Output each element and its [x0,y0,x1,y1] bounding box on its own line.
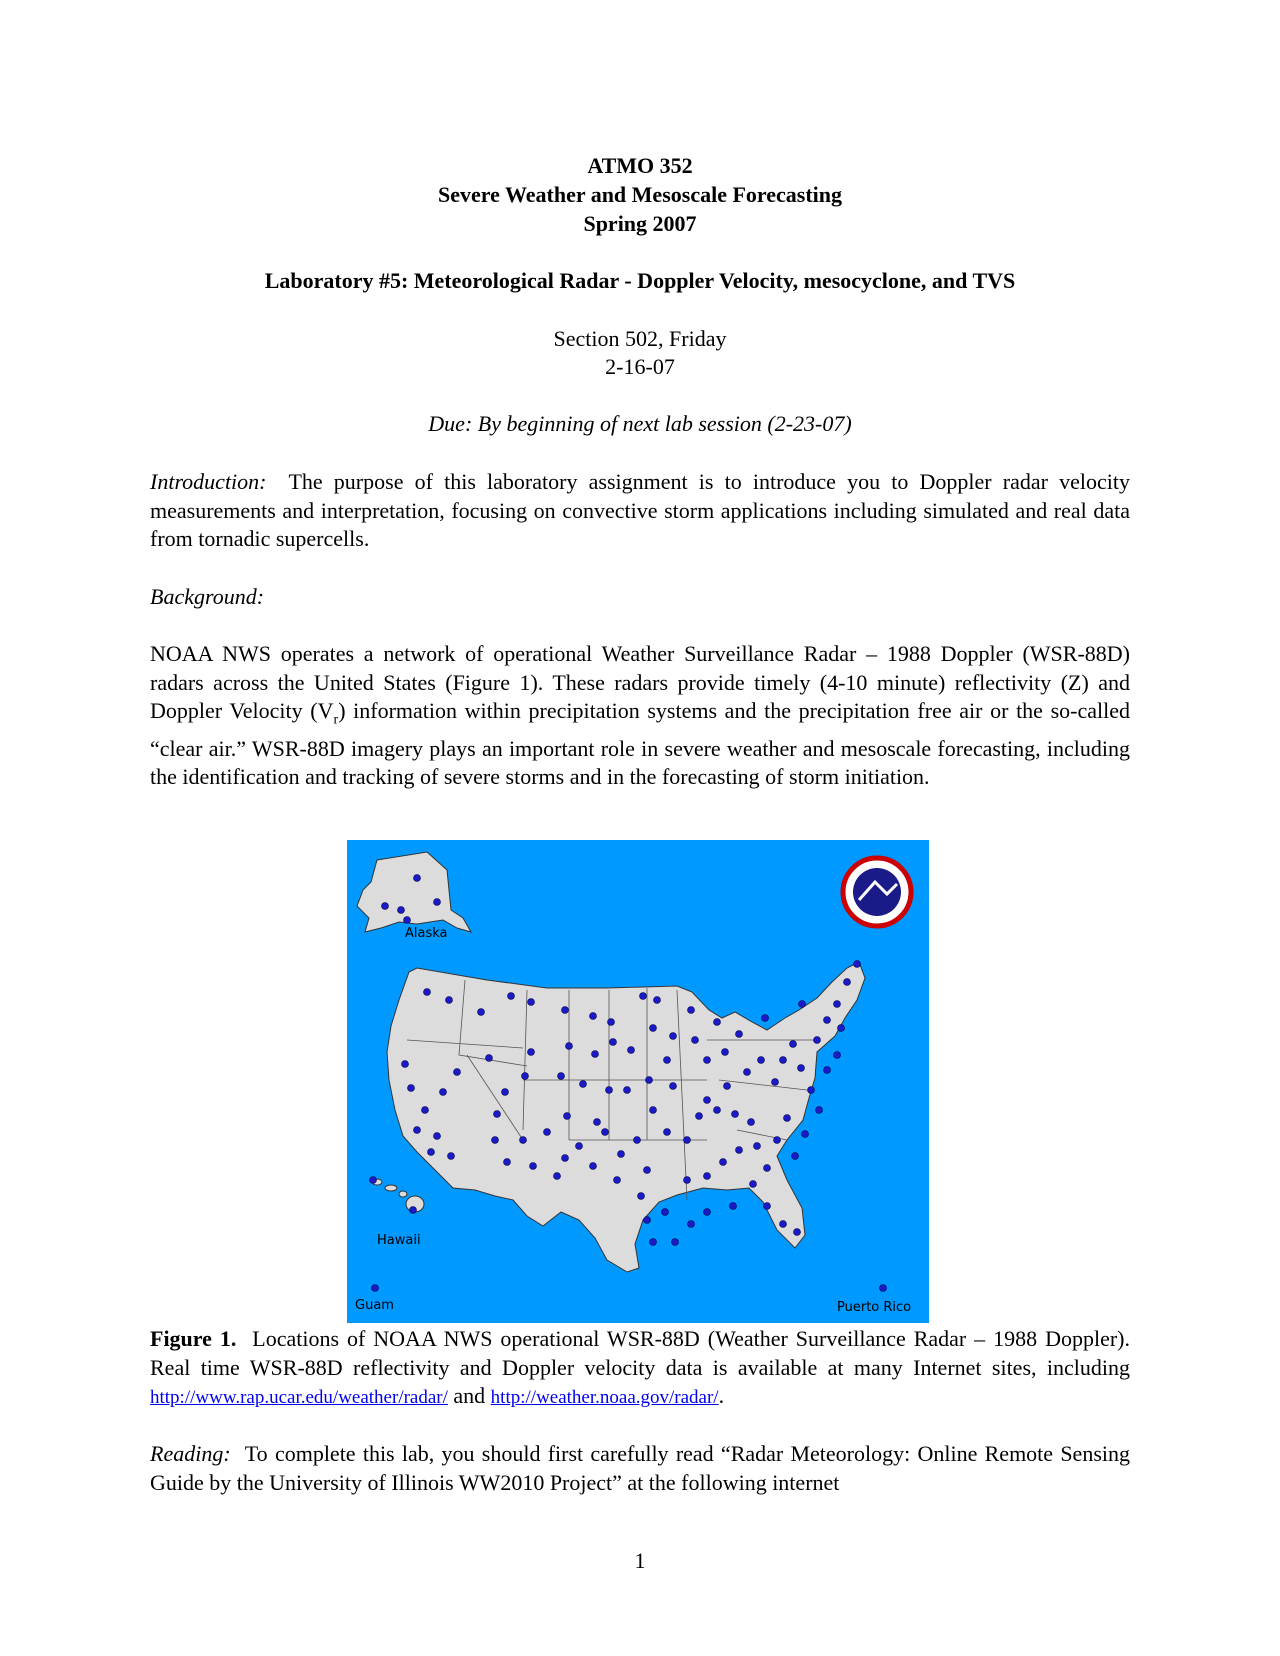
radar-site-dot [564,1113,571,1120]
radar-site-dot [816,1107,823,1114]
radar-site-dot [834,1052,841,1059]
guam-label: Guam [355,1298,394,1313]
radar-site-dot [576,1143,583,1150]
radar-site-dot [492,1137,499,1144]
alaska-shape [357,852,471,932]
radar-site-dot [750,1181,757,1188]
reading-label: Reading: [150,1441,231,1466]
radar-site-dot [528,999,535,1006]
radar-site-dot [646,1077,653,1084]
radar-site-dot [624,1087,631,1094]
radar-site-dot [606,1087,613,1094]
radar-site-dot [528,1049,535,1056]
noaa-radar-link[interactable]: http://weather.noaa.gov/radar/ [490,1387,719,1408]
radar-site-dot [844,979,851,986]
figure-caption-period: . [718,1383,725,1408]
radar-site-dot [404,917,411,924]
radar-site-dot [774,1137,781,1144]
radar-site-dot [688,1007,695,1014]
radar-site-dot [530,1163,537,1170]
introduction-label: Introduction: [150,469,267,494]
radar-site-dot [428,1149,435,1156]
radar-site-dot [424,989,431,996]
radar-site-dot [814,1037,821,1044]
radar-site-dot [696,1113,703,1120]
radar-site-dot [792,1153,799,1160]
reading-text: To complete this lab, you should first carefully read “Radar Meteorology: Online Remote Sensing Guide by the University of Illinois WW2010 Project” at the following internet [150,1441,1130,1495]
background-heading: Background: [150,584,265,609]
radar-site-dot [704,1097,711,1104]
figure-caption [150,1325,1130,1413]
radar-site-dot [692,1037,699,1044]
radar-site-dot [508,993,515,1000]
radar-site-dot [382,903,389,910]
puerto-rico-label: Puerto Rico [837,1300,912,1315]
radar-site-dot [590,1163,597,1170]
radar-site-dot [748,1119,755,1126]
radar-site-dot [670,1033,677,1040]
hawaii-label: Hawaii [377,1233,421,1248]
radar-site-dot [520,1137,527,1144]
radar-site-dot [554,1173,561,1180]
radar-site-dot [794,1229,801,1236]
radar-site-dot [544,1129,551,1136]
alaska-label: Alaska [405,926,448,941]
radar-site-dot [422,1107,429,1114]
radar-site-dot [594,1119,601,1126]
radar-site-dot [370,1177,377,1184]
radar-site-dot [722,1049,729,1056]
radar-site-dot [454,1069,461,1076]
radar-site-dot [650,1239,657,1246]
radar-site-dot [608,1019,615,1026]
radar-site-dot [784,1115,791,1122]
radar-site-dot [562,1007,569,1014]
radar-site-dot [618,1151,625,1158]
radar-site-dot [650,1107,657,1114]
course-title: Severe Weather and Mesoscale Forecasting [437,182,843,207]
radar-site-dot [824,1017,831,1024]
radar-site-dot [486,1055,493,1062]
radar-site-dot [522,1073,529,1080]
radar-site-dot [688,1221,695,1228]
radar-site-dot [478,1009,485,1016]
introduction-paragraph [150,468,1130,554]
radar-site-dot [634,1137,641,1144]
radar-site-dot [644,1167,651,1174]
radar-site-dot [764,1203,771,1210]
radar-site-dot [562,1155,569,1162]
hawaii-islands [372,1179,424,1212]
radar-site-dot [684,1177,691,1184]
radar-site-dot [502,1089,509,1096]
term: Spring 2007 [583,211,697,236]
radar-site-dot [614,1177,621,1184]
radar-site-dot [628,1047,635,1054]
background-paragraph [150,640,1130,792]
us-map-graphic [347,840,929,1323]
radar-site-dot [446,997,453,1004]
radar-site-dot [434,899,441,906]
radar-site-dot [724,1083,731,1090]
radar-site-dot [754,1143,761,1150]
radar-site-dot [640,993,647,1000]
radar-site-dot [730,1203,737,1210]
nws-logo-icon [843,858,911,926]
radar-site-dot [638,1193,645,1200]
radar-site-dot [654,997,661,1004]
figure-caption-and: and [453,1383,486,1408]
radar-site-dot [780,1057,787,1064]
background-text-2: ) information within precipitation systems and the precipitation free air or the so-called “clear air.” WSR-88D imagery plays an important role in severe weather and mesoscale forecasting, including the identification and tracking of severe storms and in the forecasting of storm initiation. [150,698,1130,790]
radar-site-dot [402,1061,409,1068]
radar-site-dot [704,1057,711,1064]
due-date: Due: By beginning of next lab session (2-23-07) [428,411,852,436]
figure-caption-label: Figure 1. [150,1326,237,1351]
rap-ucar-link[interactable]: http://www.rap.ucar.edu/weather/radar/ [150,1387,448,1408]
section-info: Section 502, Friday [553,326,727,351]
radar-site-dot [590,1013,597,1020]
radar-site-dot [672,1239,679,1246]
radar-site-dot [434,1133,441,1140]
radar-site-dot [558,1073,565,1080]
radar-site-dot [410,1207,417,1214]
background-text-1: NOAA NWS operates a network of operational Weather Surveillance Radar – 1988 Doppler (WSR-88D) radars across the United States (Figure 1). These radars provide timely (4-10 minute) reflectivity (Z) and Doppler Velocity (V [150,641,1130,723]
radar-site-dot [504,1159,511,1166]
radar-site-dot [414,1127,421,1134]
radar-site-dot [764,1165,771,1172]
radar-site-dot [854,961,861,968]
radar-site-dot [650,1025,657,1032]
radar-site-dot [802,1131,809,1138]
radar-site-dot [744,1069,751,1076]
radar-site-dot [758,1057,765,1064]
course-number: ATMO 352 [587,153,693,178]
velocity-subscript: r [333,712,339,728]
page-number: 1 [634,1548,646,1573]
radar-site-dot [414,875,421,882]
radar-site-dot [780,1221,787,1228]
radar-site-dot [714,1019,721,1026]
radar-site-dot [440,1089,447,1096]
radar-site-dot [494,1111,501,1118]
radar-site-dot [790,1041,797,1048]
radar-site-dot [732,1111,739,1118]
radar-site-dot [834,1001,841,1008]
conus-shape [387,962,865,1272]
radar-site-dot [762,1015,769,1022]
figure-caption-text: Locations of NOAA NWS operational WSR-88D (Weather Surveillance Radar – 1988 Doppler). Real time WSR-88D reflectivity and Doppler velocity data is available at many Internet sites, including [150,1326,1131,1380]
radar-site-dot [592,1051,599,1058]
radar-site-dot [644,1217,651,1224]
radar-site-dot [704,1209,711,1216]
radar-site-dot [610,1039,617,1046]
radar-site-dot [602,1129,609,1136]
lab-title: Laboratory #5: Meteorological Radar - Doppler Velocity, mesocyclone, and TVS [264,268,1016,293]
radar-site-dot [398,907,405,914]
radar-site-dot [408,1085,415,1092]
radar-site-dot [580,1081,587,1088]
reading-paragraph [150,1440,1130,1497]
introduction-text: The purpose of this laboratory assignment is to introduce you to Doppler radar velocity measurements and interpretation, focusing on convective storm applications including simulated and real data from tornadic supercells. [150,469,1131,551]
radar-site-dot [684,1137,691,1144]
radar-site-dot [670,1083,677,1090]
radar-site-dot [772,1079,779,1086]
radar-site-dot [662,1209,669,1216]
radar-site-dot [838,1025,845,1032]
radar-site-dot [704,1173,711,1180]
radar-site-dot [566,1043,573,1050]
radar-site-dot [799,1001,806,1008]
radar-network-map [347,840,929,1323]
radar-site-dot [448,1153,455,1160]
radar-site-dot [720,1159,727,1166]
radar-site-dot [880,1285,887,1292]
radar-site-dot [736,1147,743,1154]
lab-date: 2-16-07 [605,354,675,379]
radar-site-dot [664,1129,671,1136]
radar-site-dot [736,1031,743,1038]
radar-site-dot [824,1067,831,1074]
radar-site-dot [372,1285,379,1292]
radar-site-dot [714,1107,721,1114]
radar-site-dot [808,1087,815,1094]
radar-site-dot [664,1057,671,1064]
radar-site-dot [798,1065,805,1072]
